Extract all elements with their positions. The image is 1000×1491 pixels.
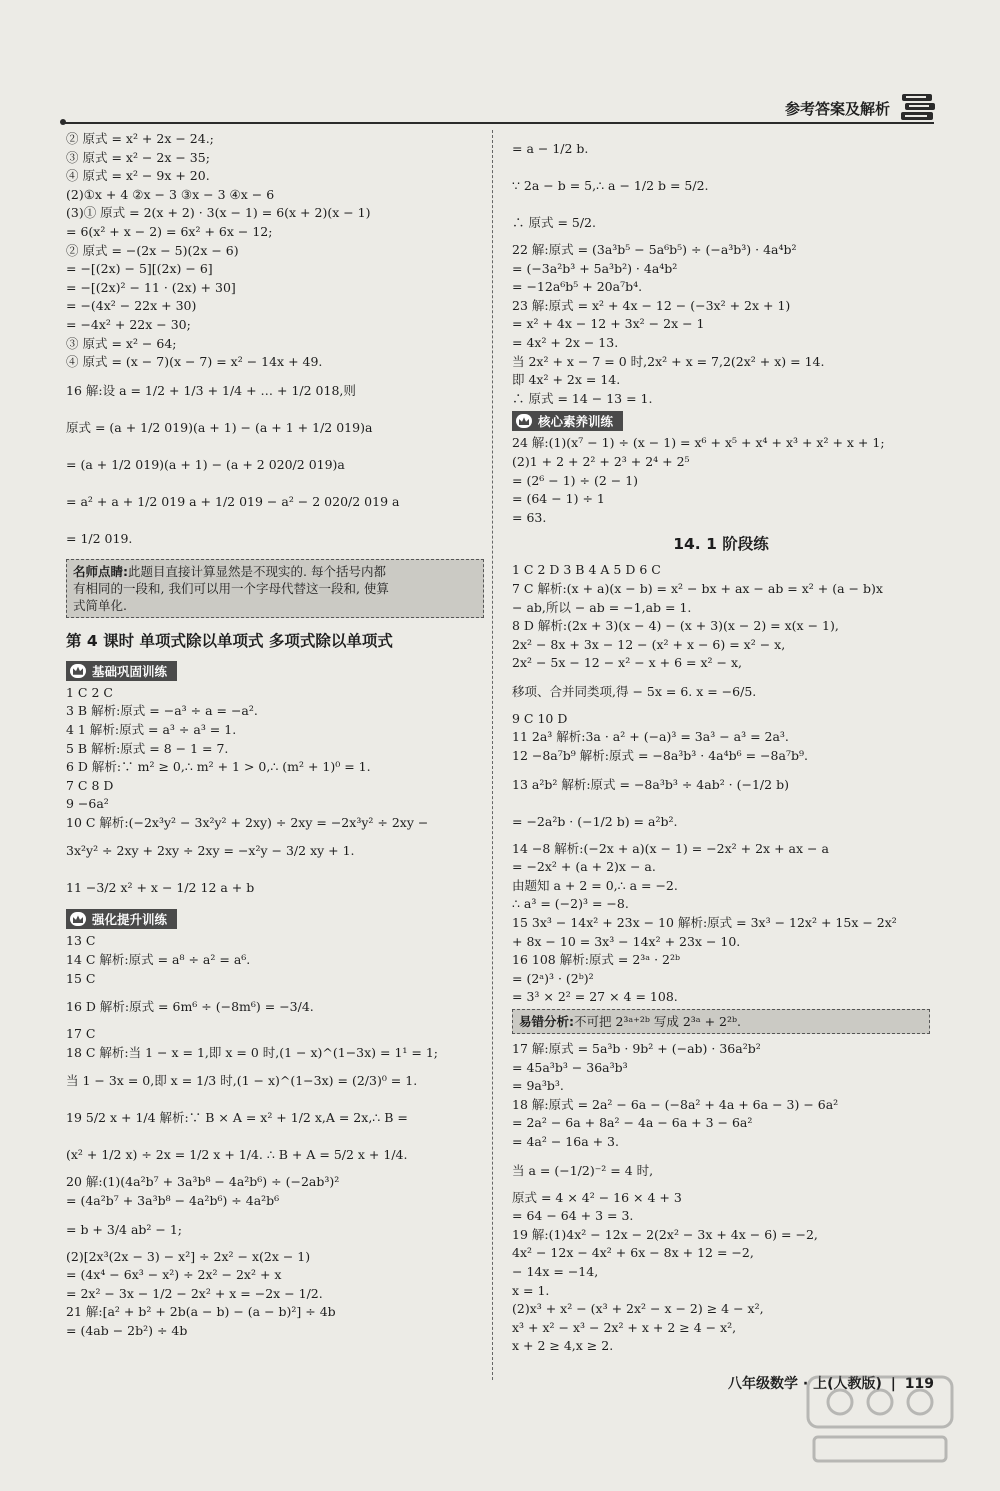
q16-block: [66, 372, 484, 557]
text-line: (2)[2x³(2x − 3) − x²] ÷ 2x² − x(2x − 1): [66, 1248, 311, 1264]
text-line: = 2x² − 3x − 1/2 − 2x² + x = −2x − 1/2.: [66, 1285, 323, 1301]
text-line: 移项、合并同类项,得 − 5x = 6. x = −6/5.: [512, 683, 757, 699]
text-line: 原式 = 4 × 4² − 16 × 4 + 3: [512, 1189, 682, 1205]
header-rule: [64, 122, 934, 124]
text-line: 12 −8a⁷b⁹ 解析:原式 = −8a³b³ · 4a⁴b⁶ = −8a⁷b⁹.: [512, 748, 808, 764]
text-line: = (4a²b⁷ + 3a³b⁸ − 4a²b⁶) ÷ 4a²b⁶: [66, 1193, 280, 1209]
badge-row: [66, 906, 484, 932]
text-line: = (2⁶ − 1) ÷ (2 − 1): [512, 472, 639, 488]
right-column: [512, 130, 930, 1356]
header-title: 参考答案及解析: [784, 100, 890, 118]
text-line: − ab,所以 − ab = −1,ab = 1.: [512, 599, 692, 615]
tip-text: 有相同的一段和, 我们可以用一个字母代替这一段和, 使算: [73, 580, 389, 596]
strong-answers: [66, 932, 484, 1340]
text-line: 15 C: [66, 970, 96, 986]
text-line: 10 C 解析:(−2x³y² − 3x²y² + 2xy) ÷ 2xy = −2x³y² ÷ 2xy −: [66, 814, 429, 830]
text-line: x³ + x² − x³ − 2x² + x + 2 ≥ 4 − x²,: [512, 1319, 737, 1335]
text-line: 14 C 解析:原式 = a⁸ ÷ a² = a⁶.: [66, 952, 251, 968]
column-divider: [492, 130, 493, 1380]
text-line: 7 C 解析:(x + a)(x − b) = x² − bx + ax − ab = x² + (a − b)x: [512, 580, 883, 596]
text-line: 23 解:原式 = x² + 4x − 12 − (−3x² + 2x + 1): [512, 297, 791, 313]
text-line: = 6(x² + x − 2) = 6x² + 6x − 12;: [66, 223, 273, 239]
text-line: 1 C 2 C: [66, 684, 113, 700]
text-line: ④ 原式 = x² − 9x + 20.: [66, 168, 210, 184]
books-icon: [900, 92, 938, 122]
text-line: ④ 原式 = (x − 7)(x − 7) = x² − 14x + 49.: [66, 354, 323, 370]
text-line: = −2a²b · (−1/2 b) = a²b².: [512, 813, 678, 829]
text-line: 当 1 − 3x = 0,即 x = 1/3 时,(1 − x)^(1−3x) = (2/3)⁰ = 1.: [66, 1073, 418, 1089]
text-line: = 9a³b³.: [512, 1078, 564, 1094]
right-bottom-answers: [512, 1040, 930, 1356]
text-line: ② 原式 = x² + 2x − 24.;: [66, 131, 214, 146]
text-line: 19 5/2 x + 1/4 解析:∵ B × A = x² + 1/2 x,A = 2x,∴ B =: [66, 1110, 408, 1126]
text-line: 4x² − 12x − 4x² + 6x − 8x + 12 = −2,: [512, 1245, 754, 1261]
text-line: ② 原式 = −(2x − 5)(2x − 6): [66, 242, 239, 258]
text-line: = (64 − 1) ÷ 1: [512, 491, 605, 507]
text-line: 2x² − 5x − 12 − x² − x + 6 = x² − x,: [512, 655, 743, 671]
left-top-block: [66, 130, 484, 372]
tip-text: 式简单化.: [73, 597, 127, 613]
text-line: x = 1.: [512, 1282, 550, 1298]
core-training-badge: [512, 411, 623, 431]
text-line: 3 B 解析:原式 = −a³ ÷ a = −a².: [66, 703, 258, 719]
text-line: = 1/2 019.: [66, 530, 133, 546]
book-name: 八年级数学 · 上(人教版): [728, 1376, 882, 1392]
page-footer: 八年级数学 · 上(人教版) | 119: [728, 1376, 934, 1392]
text-line: = (−3a²b³ + 5a³b²) · 4a⁴b²: [512, 260, 678, 276]
text-line: = b + 3/4 ab² − 1;: [66, 1221, 183, 1237]
text-line: = −[(2x) − 5][(2x) − 6]: [66, 261, 213, 277]
site-watermark-logo: [800, 1371, 960, 1471]
text-line: (2)x³ + x² − (x³ + 2x² − x − 2) ≥ 4 − x²,: [512, 1301, 764, 1317]
text-line: 16 108 解析:原式 = 2³ᵃ · 2²ᵇ: [512, 952, 681, 968]
text-line: 19 解:(1)4x² − 12x − 2(2x² − 3x + 4x − 6) = −2,: [512, 1226, 818, 1242]
tip-label: 名师点睛:: [73, 563, 128, 579]
text-line: = (4x⁴ − 6x³ − x²) ÷ 2x² − 2x² + x: [66, 1267, 282, 1283]
badge-label: 核心素养训练: [538, 414, 614, 430]
text-line: (3)① 原式 = 2(x + 2) · 3(x − 1) = 6(x + 2)(x − 1): [66, 205, 371, 221]
text-line: = a² + a + 1/2 019 a + 1/2 019 − a² − 2 020/2 019 a: [66, 493, 400, 509]
text-line: ∴ a³ = (−2)³ = −8.: [512, 896, 629, 912]
text-line: = −[(2x)² − 11 · (2x) + 30]: [66, 279, 236, 295]
text-line: 18 解:原式 = 2a² − 6a − (−8a² + 4a + 6a − 3) − 6a²: [512, 1096, 839, 1112]
text-line: ③ 原式 = x² − 2x − 35;: [66, 149, 210, 165]
watermark-stamp: [290, 880, 322, 940]
crown-icon: [70, 912, 86, 926]
stage-practice-title: 14. 1 阶段练: [673, 535, 769, 554]
text-line: 13 a²b² 解析:原式 = −8a³b³ ÷ 4ab² · (−1/2 b): [512, 776, 789, 792]
text-line: 22 解:原式 = (3a³b⁵ − 5a⁶b⁵) ÷ (−a³b³) · 4a⁴b²: [512, 242, 797, 257]
text-line: 1 C 2 D 3 B 4 A 5 D 6 C: [512, 562, 661, 578]
text-line: = (a + 1/2 019)(a + 1) − (a + 2 020/2 019)a: [66, 456, 345, 472]
text-line: 2x² − 8x + 3x − 12 − (x² + x − 6) = x² − x,: [512, 636, 786, 652]
page-number: 119: [904, 1376, 934, 1392]
stage-answers: [512, 561, 930, 1007]
text-line: = −12a⁶b⁵ + 20a⁷b⁴.: [512, 279, 643, 295]
text-line: ∴ 原式 = 14 − 13 = 1.: [512, 390, 653, 406]
text-line: = (2ᵃ)³ · (2ᵇ)²: [512, 970, 594, 986]
text-line: + 8x − 10 = 3x³ − 14x² + 23x − 10.: [512, 933, 741, 949]
text-line: 9 C 10 D: [512, 710, 568, 726]
text-line: 7 C 8 D: [66, 777, 114, 793]
text-line: = −(4x² − 22x + 30): [66, 298, 197, 314]
text-line: 即 4x² + 2x = 14.: [512, 372, 621, 388]
tip-label: 易错分析:: [519, 1014, 574, 1029]
right-top-block: [512, 130, 930, 408]
text-line: 18 C 解析:当 1 − x = 1,即 x = 0 时,(1 − x)^(1−3x) = 1¹ = 1;: [66, 1044, 439, 1060]
text-line: = x² + 4x − 12 + 3x² − 2x − 1: [512, 316, 705, 332]
text-line: ∴ 原式 = 5/2.: [512, 215, 596, 230]
text-line: 24 解:(1)(x⁷ − 1) ÷ (x − 1) = x⁶ + x⁵ + x⁴ + x³ + x² + x + 1;: [512, 435, 885, 451]
text-line: − 14x = −14,: [512, 1263, 599, 1279]
core-answers: [512, 434, 930, 527]
text-line: (2)1 + 2 + 2² + 2³ + 2⁴ + 2⁵: [512, 453, 690, 469]
text-line: 17 C: [66, 1026, 96, 1042]
text-line: 4 1 解析:原式 = a³ ÷ a³ = 1.: [66, 721, 237, 737]
text-line: 由题知 a + 2 = 0,∴ a = −2.: [512, 877, 678, 893]
crown-icon: [70, 664, 86, 678]
text-line: 15 3x³ − 14x² + 23x − 10 解析:原式 = 3x³ − 12x² + 15x − 2x²: [512, 915, 897, 931]
text-line: ∵ 2a − b = 5,∴ a − 1/2 b = 5/2.: [512, 178, 709, 193]
text-line: = 4a² − 16a + 3.: [512, 1133, 619, 1149]
text-line: = −2x² + (a + 2)x − a.: [512, 859, 656, 875]
text-line: 14 −8 解析:(−2x + a)(x − 1) = −2x² + 2x + ax − a: [512, 840, 829, 856]
badge-row: [66, 658, 484, 684]
text-line: 8 D 解析:(2x + 3)(x − 4) − (x + 3)(x − 2) = x(x − 1),: [512, 618, 839, 634]
basic-training-badge: [66, 661, 177, 681]
text-line: 11 −3/2 x² + x − 1/2 12 a + b: [66, 880, 255, 896]
text-line: 9 −6a²: [66, 796, 109, 812]
text-line: 13 C: [66, 933, 96, 949]
teacher-tip-box: [66, 559, 484, 618]
lesson-title: 第 4 课时 单项式除以单项式 多项式除以单项式: [66, 631, 393, 650]
text-line: 17 解:原式 = 5a³b · 9b² + (−ab) · 36a²b²: [512, 1041, 761, 1056]
badge-label: 强化提升训练: [92, 912, 168, 928]
badge-label: 基础巩固训练: [92, 663, 168, 679]
text-line: 11 2a³ 解析:3a · a² + (−a)³ = 3a³ − a³ = 2a³.: [512, 729, 789, 745]
text-line: 16 D 解析:原式 = 6m⁶ ÷ (−8m⁶) = −3/4.: [66, 999, 314, 1015]
tip-text: 不可把 2³ᵃ⁺²ᵇ 写成 2³ᵃ + 2²ᵇ.: [574, 1014, 741, 1029]
text-line: = 2a² − 6a + 8a² − 4a − 6a + 3 − 6a²: [512, 1115, 753, 1131]
text-line: 16 解:设 a = 1/2 + 1/3 + 1/4 + … + 1/2 018,则: [66, 382, 356, 398]
error-analysis-box: [512, 1009, 930, 1034]
text-line: 3x²y² ÷ 2xy + 2xy ÷ 2xy = −x²y − 3/2 xy + 1.: [66, 843, 355, 859]
text-line: 原式 = (a + 1/2 019)(a + 1) − (a + 1 + 1/2 019)a: [66, 419, 373, 435]
text-line: = 3³ × 2² = 27 × 4 = 108.: [512, 989, 678, 1005]
text-line: = 4x² + 2x − 13.: [512, 334, 619, 350]
text-line: (2)①x + 4 ②x − 3 ③x − 3 ④x − 6: [66, 186, 275, 202]
text-line: 当 a = (−1/2)⁻² = 4 时,: [512, 1162, 654, 1178]
text-line: = 45a³b³ − 36a³b³: [512, 1059, 628, 1075]
text-line: (x² + 1/2 x) ÷ 2x = 1/2 x + 1/4. ∴ B + A = 5/2 x + 1/4.: [66, 1147, 408, 1163]
text-line: x + 2 ≥ 4,x ≥ 2.: [512, 1338, 614, 1354]
text-line: = 64 − 64 + 3 = 3.: [512, 1208, 634, 1224]
text-line: ③ 原式 = x² − 64;: [66, 335, 177, 351]
text-line: = a − 1/2 b.: [512, 141, 589, 156]
strong-training-badge: [66, 909, 177, 929]
badge-row: [512, 408, 930, 434]
text-line: 当 2x² + x − 7 = 0 时,2x² + x = 7,2(2x² + x) = 14.: [512, 353, 825, 369]
text-line: = −4x² + 22x − 30;: [66, 316, 191, 332]
text-line: 20 解:(1)(4a²b⁷ + 3a³b⁸ − 4a²b⁶) ÷ (−2ab³)²: [66, 1174, 340, 1190]
left-column: [66, 130, 484, 1341]
basic-answers: [66, 684, 484, 907]
text-line: 21 解:[a² + b² + 2b(a − b) − (a − b)²] ÷ 4b: [66, 1304, 336, 1320]
text-line: = 63.: [512, 509, 547, 525]
tip-text: 此题目直接计算显然是不现实的. 每个括号内都: [128, 563, 386, 579]
crown-icon: [516, 414, 532, 428]
text-line: 5 B 解析:原式 = 8 − 1 = 7.: [66, 740, 229, 756]
text-line: 6 D 解析:∵ m² ≥ 0,∴ m² + 1 > 0,∴ (m² + 1)⁰ = 1.: [66, 759, 371, 775]
text-line: = (4ab − 2b²) ÷ 4b: [66, 1323, 188, 1338]
